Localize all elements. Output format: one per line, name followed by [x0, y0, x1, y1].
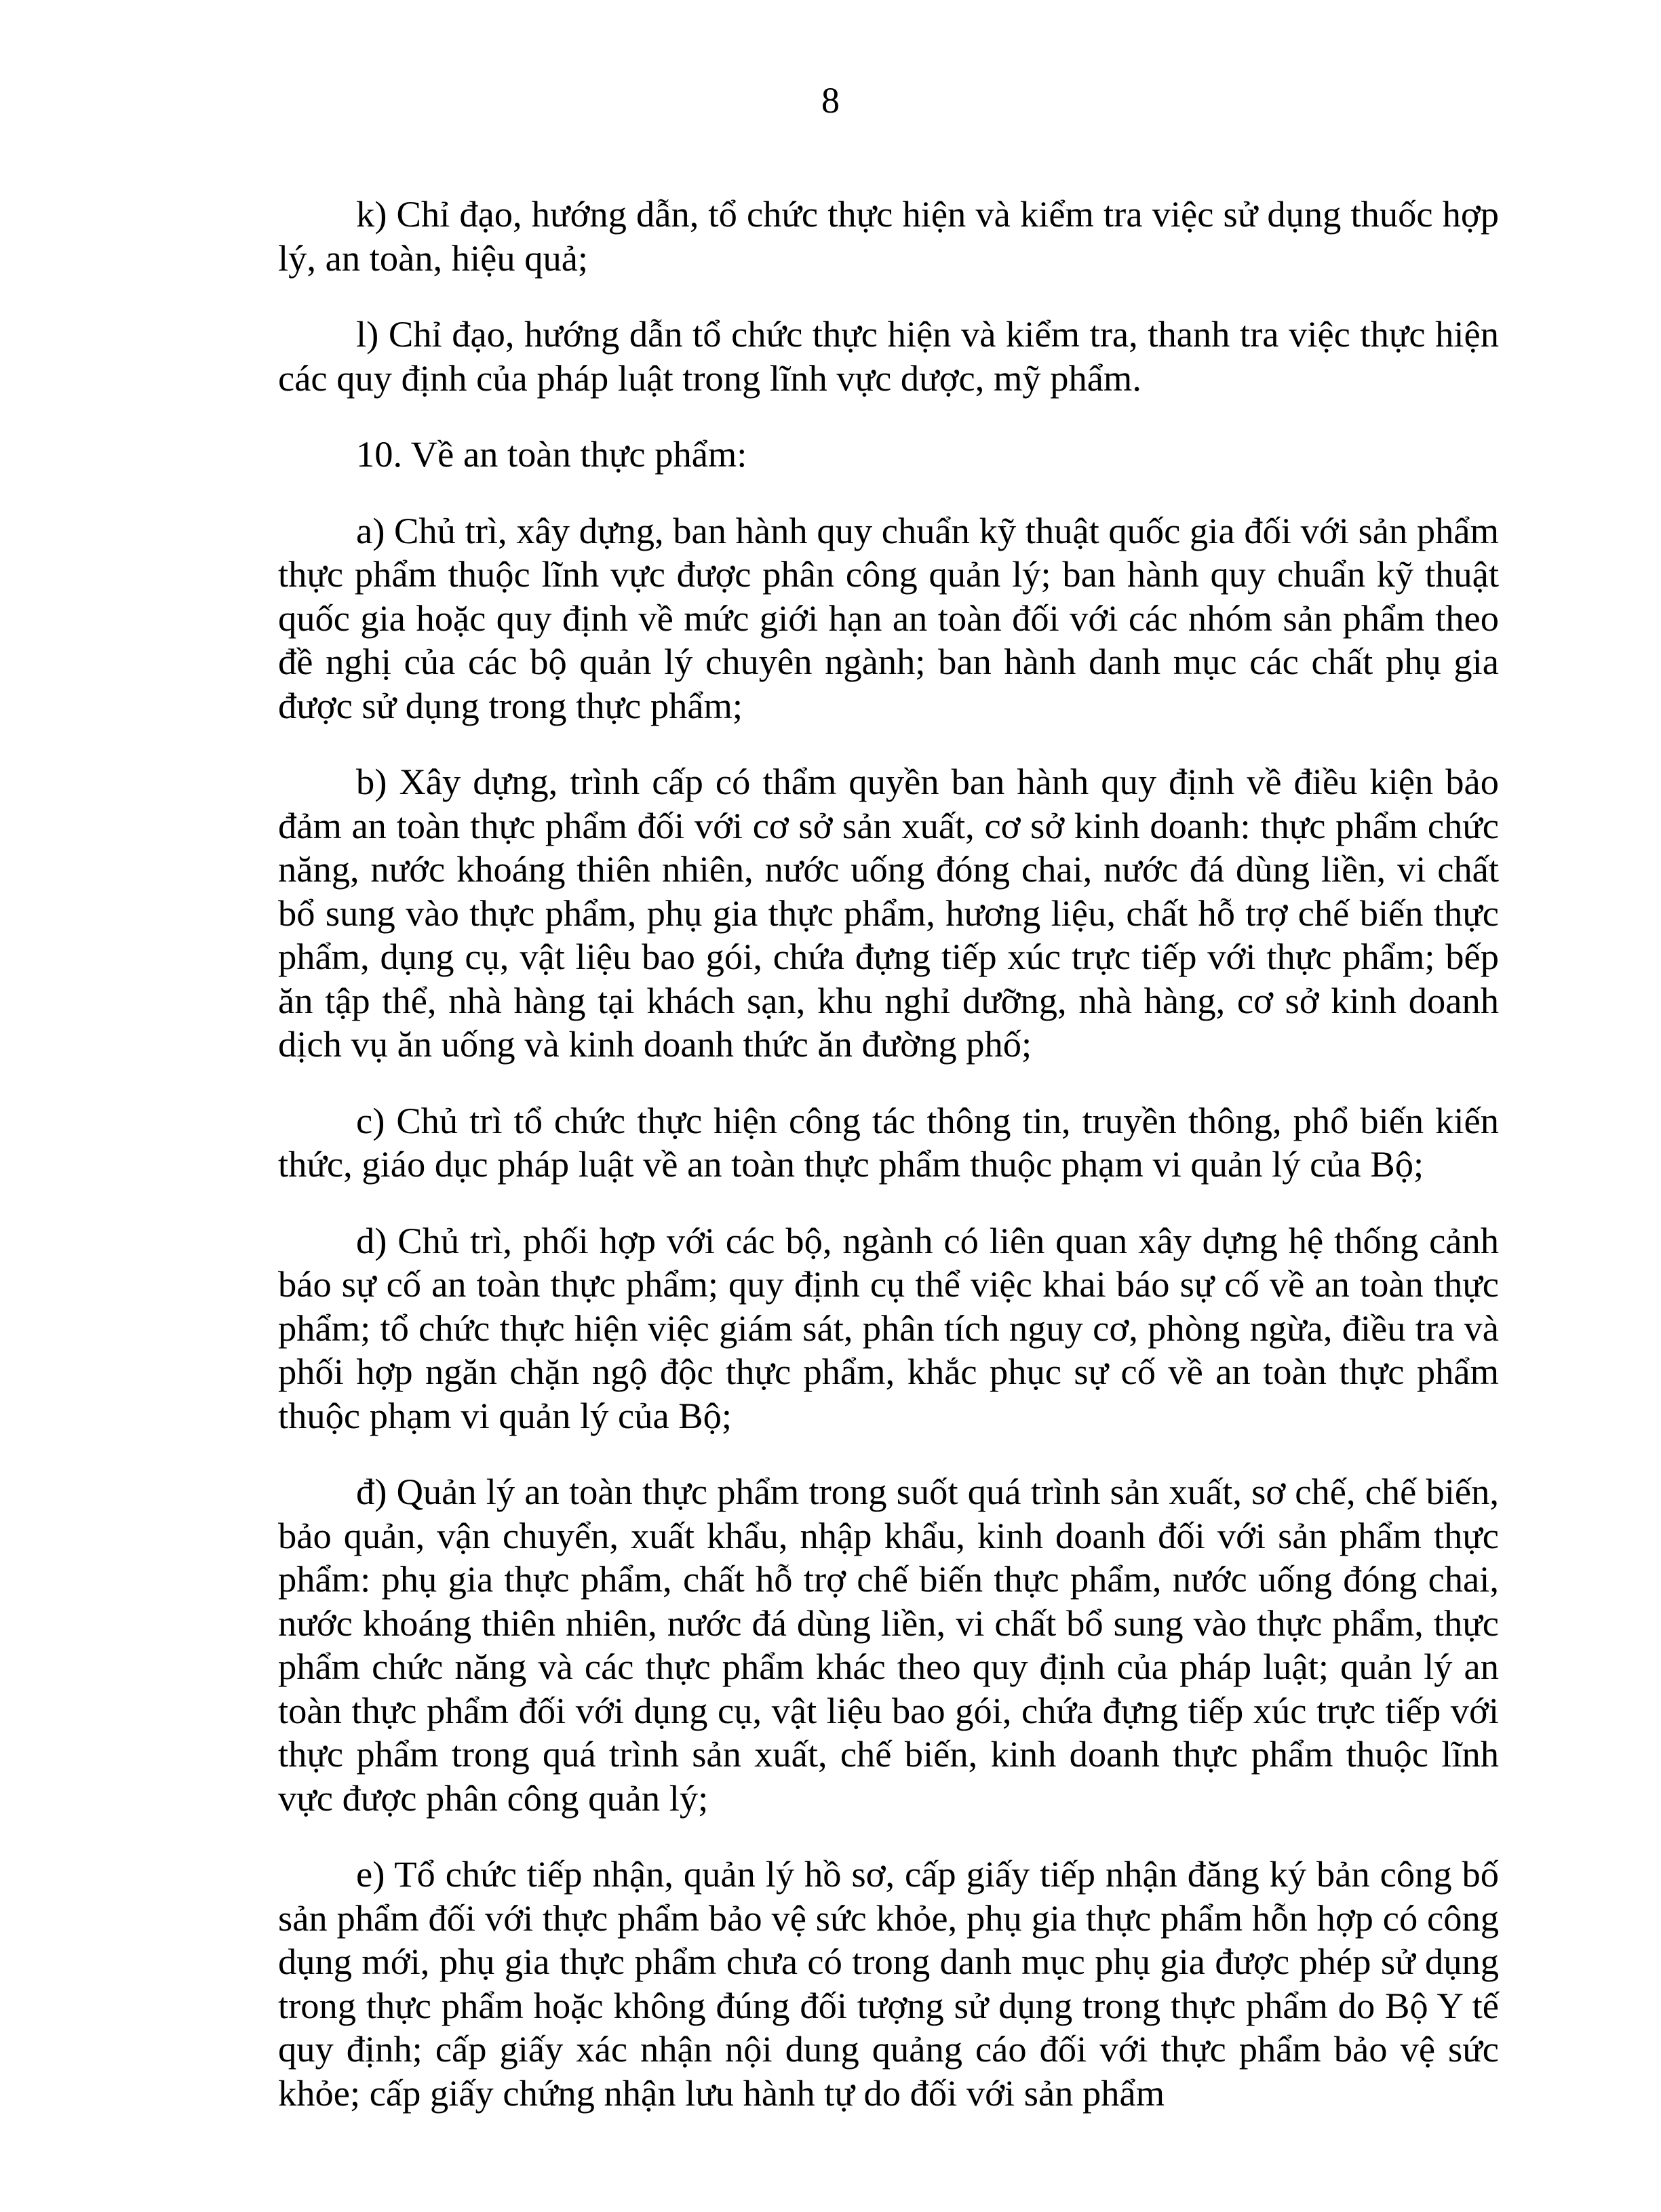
paragraph-d: d) Chủ trì, phối hợp với các bộ, ngành có liên quan xây dựng hệ thống cảnh báo sự cố an toàn thực phẩm; quy định cụ thể việc khai báo sự cố về an toàn thực phẩm; tổ chức thực hiện việc giám sát, phân tích nguy cơ, phòng ngừa, điều tra và phối hợp ngăn chặn ngộ độc thực phẩm, khắc phục sự cố về an toàn thực phẩm thuộc phạm vi quản lý của Bộ; — [278, 1219, 1499, 1436]
page-number: 8 — [821, 80, 840, 121]
paragraph-dd: đ) Quản lý an toàn thực phẩm trong suốt quá trình sản xuất, sơ chế, chế biến, bảo quản, vận chuyển, xuất khẩu, nhập khẩu, kinh doanh đối với sản phẩm thực phẩm: phụ gia thực phẩm, chất hỗ trợ chế biến thực phẩm, nước uống đóng chai, nước khoáng thiên nhiên, nước đá dùng liền, vi chất bổ sung vào thực phẩm, thực phẩm chức năng và các thực phẩm khác theo quy định của pháp luật; quản lý an toàn thực phẩm đối với dụng cụ, vật liệu bao gói, chứa đựng tiếp xúc trực tiếp với thực phẩm trong quá trình sản xuất, chế biến, kinh doanh thực phẩm thuộc lĩnh vực được phân công quản lý; — [278, 1471, 1499, 1819]
paragraph-l: l) Chỉ đạo, hướng dẫn tổ chức thực hiện và kiểm tra, thanh tra việc thực hiện các quy định của pháp luật trong lĩnh vực dược, mỹ phẩm. — [278, 313, 1499, 399]
paragraph-a: a) Chủ trì, xây dựng, ban hành quy chuẩn kỹ thuật quốc gia đối với sản phẩm thực phẩm thuộc lĩnh vực được phân công quản lý; ban hành quy chuẩn kỹ thuật quốc gia hoặc quy định về mức giới hạn an toàn đối với các nhóm sản phẩm theo đề nghị của các bộ quản lý chuyên ngành; ban hành danh mục các chất phụ gia được sử dụng trong thực phẩm; — [278, 509, 1499, 726]
document-body — [278, 193, 1499, 2148]
paragraph-b: b) Xây dựng, trình cấp có thẩm quyền ban hành quy định về điều kiện bảo đảm an toàn thực phẩm đối với cơ sở sản xuất, cơ sở kinh doanh: thực phẩm chức năng, nước khoáng thiên nhiên, nước uống đóng chai, nước đá dùng liền, vi chất bổ sung vào thực phẩm, phụ gia thực phẩm, hương liệu, chất hỗ trợ chế biến thực phẩm, dụng cụ, vật liệu bao gói, chứa đựng tiếp xúc trực tiếp với thực phẩm; bếp ăn tập thể, nhà hàng tại khách sạn, khu nghỉ dưỡng, nhà hàng, cơ sở kinh doanh dịch vụ ăn uống và kinh doanh thức ăn đường phố; — [278, 761, 1499, 1065]
paragraph-e: e) Tổ chức tiếp nhận, quản lý hồ sơ, cấp giấy tiếp nhận đăng ký bản công bố sản phẩm đối với thực phẩm bảo vệ sức khỏe, phụ gia thực phẩm hỗn hợp có công dụng mới, phụ gia thực phẩm chưa có trong danh mục phụ gia được phép sử dụng trong thực phẩm hoặc không đúng đối tượng sử dụng trong thực phẩm do Bộ Y tế quy định; cấp giấy xác nhận nội dung quảng cáo đối với thực phẩm bảo vệ sức khỏe; cấp giấy chứng nhận lưu hành tự do đối với sản phẩm — [278, 1853, 1499, 2114]
paragraph-k: k) Chỉ đạo, hướng dẫn, tổ chức thực hiện và kiểm tra việc sử dụng thuốc hợp lý, an toàn, hiệu quả; — [278, 193, 1499, 279]
section-heading-10: 10. Về an toàn thực phẩm: — [356, 433, 747, 475]
paragraph-c: c) Chủ trì tổ chức thực hiện công tác thông tin, truyền thông, phổ biến kiến thức, giáo dục pháp luật về an toàn thực phẩm thuộc phạm vi quản lý của Bộ; — [278, 1099, 1499, 1185]
